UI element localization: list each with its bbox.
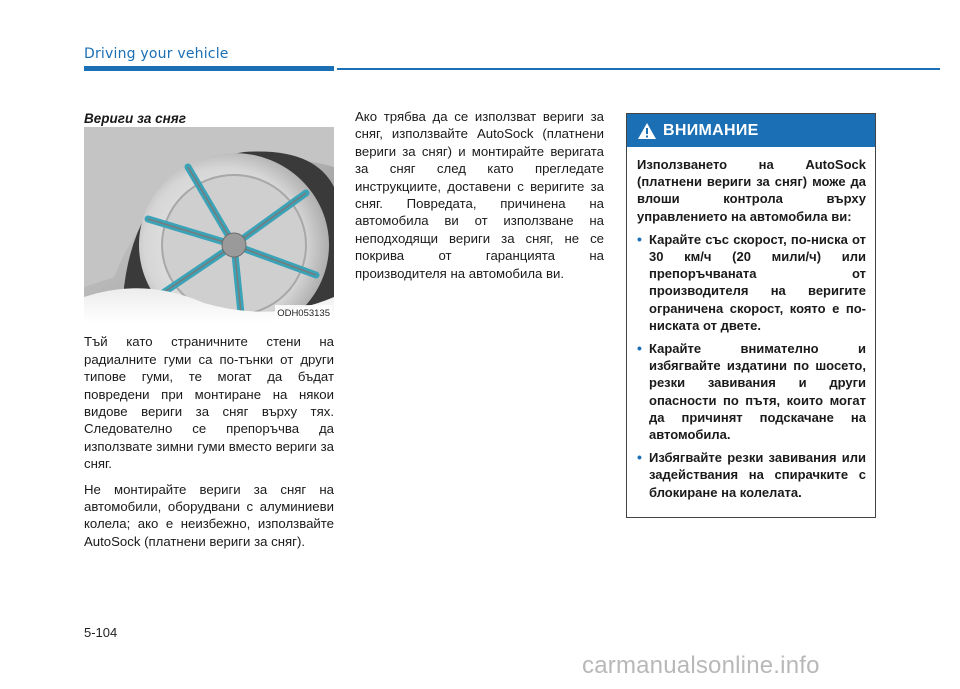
caution-item [637,449,866,501]
body-paragraph: Ако трябва да се използват вериги за сняг, използвайте AutoSock (платнени вериги за сняг) и монтирайте веригата за сняг след като прегледате инструкциите, доставени с веригите за сняг. Повредата, причинена на автомобила ви от използване на неподходящи вериги за сняг, не се покрива от гаранцията на производителя на автомобила ви. [355,109,604,281]
wheel-with-autosock-illustration [84,127,334,323]
header-rule-thin [337,68,940,70]
caution-item-text: Карайте внимателно и избягвайте издатини по шосето, резки завивания и други опасности по пътя, които могат да причинят подскачане на автомобила. [649,341,866,443]
caution-item [637,340,866,443]
bullet-icon: • [637,230,642,247]
caution-box [626,113,876,518]
page-number: 5-104 [84,625,118,640]
header-rule-thick [84,66,334,71]
middle-column [355,108,604,282]
warning-triangle-icon [637,122,657,140]
caution-intro: Използването на AutoSock (платнени вериги за сняг) може да влоши контрола върху управлението на автомобила ви: [637,157,866,224]
bullet-icon: • [637,340,642,357]
caution-header [627,114,875,147]
snow-chain-figure [84,127,334,323]
watermark: carmanualsonline.info [582,652,820,679]
caution-item-text: Карайте със скорост, по-ниска от 30 км/ч (20 мили/ч) или препоръчваната от производителя на веригите ограничена скорост, която е по-ниската от двете. [649,231,866,333]
body-paragraph: Тъй като страничните стени на радиалните гуми са по-тънки от други типове гуми, те могат да бъдат повредени при монтиране на някои видове вериги за сняг върху тях. Следователно се препоръчва да използвате зимни гуми вместо вериги за сняг. [84,334,334,472]
body-paragraph: Не монтирайте вериги за сняг на автомобили, оборудвани с алуминиеви колела; ако е неизбежно, използвайте AutoSock (платнени вериги за сняг). [84,481,334,549]
left-column [84,110,334,550]
figure-code: ODH053135 [275,305,332,322]
caution-list [637,231,866,501]
section-title: Driving your vehicle [84,46,229,62]
bullet-icon: • [637,449,642,466]
caution-body [627,147,875,501]
section-heading: Вериги за сняг [84,111,186,126]
caution-item [637,231,866,334]
caution-item-text: Избягвайте резки завивания или задействания на спирачките с блокиране на колелата. [649,450,866,500]
caution-title: ВНИМАНИЕ [663,121,759,139]
